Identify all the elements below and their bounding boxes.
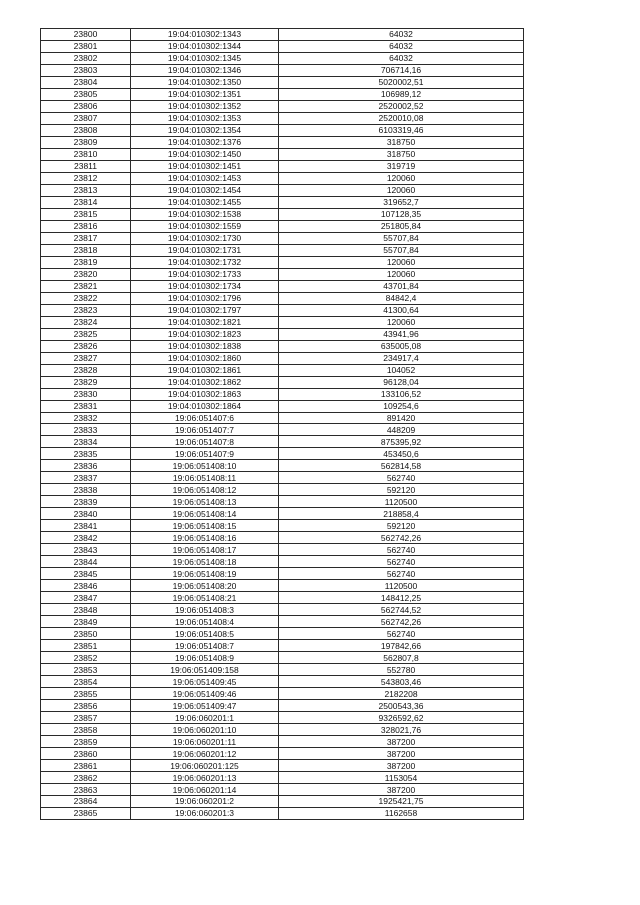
table-row [41, 748, 524, 760]
row-number-cell: 23836 [41, 460, 131, 472]
value-cell: 120060 [279, 268, 524, 280]
row-number-cell: 23825 [41, 328, 131, 340]
row-number-cell: 23832 [41, 412, 131, 424]
table-row [41, 88, 524, 100]
cadastral-number-cell: 19:06:051408:7 [131, 640, 279, 652]
value-cell: 9326592,62 [279, 712, 524, 724]
row-number-cell: 23846 [41, 580, 131, 592]
cadastral-number-cell: 19:06:051407:7 [131, 424, 279, 436]
cadastral-number-cell: 19:04:010302:1864 [131, 400, 279, 412]
cadastral-number-cell: 19:06:051408:17 [131, 544, 279, 556]
table-row [41, 700, 524, 712]
table-row [41, 100, 524, 112]
value-cell: 2182208 [279, 688, 524, 700]
table-row [41, 340, 524, 352]
table-row [41, 52, 524, 64]
cadastral-number-cell: 19:04:010302:1733 [131, 268, 279, 280]
table-row [41, 460, 524, 472]
value-cell: 562742,26 [279, 616, 524, 628]
table-row [41, 376, 524, 388]
table-row [41, 436, 524, 448]
table-row [41, 184, 524, 196]
row-number-cell: 23817 [41, 232, 131, 244]
cadastral-number-cell: 19:06:051408:14 [131, 508, 279, 520]
cadastral-number-cell: 19:06:051408:21 [131, 592, 279, 604]
row-number-cell: 23821 [41, 280, 131, 292]
table-row [41, 784, 524, 796]
cadastral-number-cell: 19:04:010302:1538 [131, 208, 279, 220]
table-row [41, 256, 524, 268]
value-cell: 453450,6 [279, 448, 524, 460]
table-row [41, 196, 524, 208]
cadastral-number-cell: 19:04:010302:1838 [131, 340, 279, 352]
table-row [41, 772, 524, 784]
cadastral-number-cell: 19:04:010302:1450 [131, 148, 279, 160]
row-number-cell: 23860 [41, 748, 131, 760]
row-number-cell: 23828 [41, 364, 131, 376]
value-cell: 562740 [279, 568, 524, 580]
value-cell: 635005,08 [279, 340, 524, 352]
table-row [41, 208, 524, 220]
table-row [41, 364, 524, 376]
value-cell: 562740 [279, 628, 524, 640]
cadastral-number-cell: 19:06:051408:18 [131, 556, 279, 568]
table-row [41, 448, 524, 460]
row-number-cell: 23853 [41, 664, 131, 676]
row-number-cell: 23802 [41, 52, 131, 64]
table-row [41, 532, 524, 544]
cadastral-number-cell: 19:04:010302:1354 [131, 124, 279, 136]
row-number-cell: 23823 [41, 304, 131, 316]
value-cell: 5020002,51 [279, 76, 524, 88]
cadastral-number-cell: 19:06:051408:20 [131, 580, 279, 592]
cadastral-number-cell: 19:04:010302:1731 [131, 244, 279, 256]
value-cell: 875395,92 [279, 436, 524, 448]
value-cell: 1925421,75 [279, 796, 524, 808]
table-row [41, 328, 524, 340]
cadastral-number-cell: 19:06:060201:13 [131, 772, 279, 784]
cadastral-number-cell: 19:04:010302:1732 [131, 256, 279, 268]
value-cell: 104052 [279, 364, 524, 376]
row-number-cell: 23852 [41, 652, 131, 664]
cadastral-number-cell: 19:06:051409:45 [131, 676, 279, 688]
value-cell: 120060 [279, 256, 524, 268]
value-cell: 387200 [279, 760, 524, 772]
cadastral-number-cell: 19:04:010302:1350 [131, 76, 279, 88]
row-number-cell: 23850 [41, 628, 131, 640]
value-cell: 2500543,36 [279, 700, 524, 712]
value-cell: 43941,96 [279, 328, 524, 340]
value-cell: 562740 [279, 472, 524, 484]
table-row [41, 616, 524, 628]
table-row [41, 568, 524, 580]
cadastral-number-cell: 19:06:051408:9 [131, 652, 279, 664]
cadastral-number-cell: 19:04:010302:1861 [131, 364, 279, 376]
row-number-cell: 23861 [41, 760, 131, 772]
cadastral-number-cell: 19:06:051408:19 [131, 568, 279, 580]
cadastral-number-cell: 19:04:010302:1454 [131, 184, 279, 196]
value-cell: 148412,25 [279, 592, 524, 604]
row-number-cell: 23840 [41, 508, 131, 520]
cadastral-number-cell: 19:06:051408:5 [131, 628, 279, 640]
value-cell: 552780 [279, 664, 524, 676]
cadastral-number-cell: 19:06:060201:10 [131, 724, 279, 736]
value-cell: 562807,8 [279, 652, 524, 664]
table-row [41, 556, 524, 568]
table-row [41, 592, 524, 604]
value-cell: 562740 [279, 544, 524, 556]
cadastral-number-cell: 19:06:051408:13 [131, 496, 279, 508]
table-row [41, 424, 524, 436]
cadastral-number-cell: 19:04:010302:1734 [131, 280, 279, 292]
value-cell: 120060 [279, 184, 524, 196]
cadastral-number-cell: 19:06:051409:158 [131, 664, 279, 676]
row-number-cell: 23856 [41, 700, 131, 712]
row-number-cell: 23808 [41, 124, 131, 136]
table-row [41, 352, 524, 364]
cadastral-number-cell: 19:04:010302:1351 [131, 88, 279, 100]
row-number-cell: 23863 [41, 784, 131, 796]
value-cell: 133106,52 [279, 388, 524, 400]
row-number-cell: 23826 [41, 340, 131, 352]
value-cell: 43701,84 [279, 280, 524, 292]
row-number-cell: 23815 [41, 208, 131, 220]
cadastral-number-cell: 19:06:060201:11 [131, 736, 279, 748]
cadastral-number-cell: 19:06:051407:9 [131, 448, 279, 460]
value-cell: 706714,16 [279, 64, 524, 76]
value-cell: 107128,35 [279, 208, 524, 220]
cadastral-number-cell: 19:04:010302:1352 [131, 100, 279, 112]
row-number-cell: 23829 [41, 376, 131, 388]
cadastral-number-cell: 19:06:051408:11 [131, 472, 279, 484]
table-row [41, 316, 524, 328]
value-cell: 1120500 [279, 580, 524, 592]
value-cell: 387200 [279, 784, 524, 796]
row-number-cell: 23859 [41, 736, 131, 748]
value-cell: 64032 [279, 52, 524, 64]
table-row [41, 388, 524, 400]
value-cell: 318750 [279, 136, 524, 148]
value-cell: 1162658 [279, 807, 524, 819]
table-row [41, 640, 524, 652]
table-row [41, 232, 524, 244]
row-number-cell: 23800 [41, 29, 131, 41]
cadastral-number-cell: 19:06:060201:12 [131, 748, 279, 760]
table-row [41, 628, 524, 640]
value-cell: 120060 [279, 172, 524, 184]
cadastral-number-cell: 19:04:010302:1346 [131, 64, 279, 76]
table-row [41, 724, 524, 736]
row-number-cell: 23854 [41, 676, 131, 688]
table-row [41, 796, 524, 808]
cadastral-number-cell: 19:04:010302:1860 [131, 352, 279, 364]
row-number-cell: 23862 [41, 772, 131, 784]
row-number-cell: 23831 [41, 400, 131, 412]
value-cell: 197842,66 [279, 640, 524, 652]
value-cell: 319652,7 [279, 196, 524, 208]
row-number-cell: 23805 [41, 88, 131, 100]
value-cell: 562740 [279, 556, 524, 568]
cadastral-number-cell: 19:06:060201:14 [131, 784, 279, 796]
value-cell: 387200 [279, 736, 524, 748]
row-number-cell: 23837 [41, 472, 131, 484]
row-number-cell: 23855 [41, 688, 131, 700]
row-number-cell: 23858 [41, 724, 131, 736]
table-row [41, 292, 524, 304]
row-number-cell: 23816 [41, 220, 131, 232]
cadastral-number-cell: 19:04:010302:1376 [131, 136, 279, 148]
table-row [41, 688, 524, 700]
table-row [41, 280, 524, 292]
cadastral-number-cell: 19:06:060201:125 [131, 760, 279, 772]
table-row [41, 508, 524, 520]
value-cell: 55707,84 [279, 232, 524, 244]
row-number-cell: 23843 [41, 544, 131, 556]
value-cell: 41300,64 [279, 304, 524, 316]
value-cell: 328021,76 [279, 724, 524, 736]
cadastral-number-cell: 19:06:051408:4 [131, 616, 279, 628]
table-row [41, 580, 524, 592]
cadastral-number-cell: 19:06:051408:3 [131, 604, 279, 616]
table-row [41, 520, 524, 532]
row-number-cell: 23864 [41, 796, 131, 808]
table-row [41, 652, 524, 664]
row-number-cell: 23824 [41, 316, 131, 328]
value-cell: 2520010,08 [279, 112, 524, 124]
table-row [41, 220, 524, 232]
value-cell: 592120 [279, 484, 524, 496]
table-row [41, 736, 524, 748]
row-number-cell: 23804 [41, 76, 131, 88]
cadastral-number-cell: 19:04:010302:1455 [131, 196, 279, 208]
value-cell: 562742,26 [279, 532, 524, 544]
cadastral-number-cell: 19:04:010302:1345 [131, 52, 279, 64]
row-number-cell: 23865 [41, 807, 131, 819]
row-number-cell: 23857 [41, 712, 131, 724]
row-number-cell: 23803 [41, 64, 131, 76]
data-table [40, 28, 524, 820]
value-cell: 55707,84 [279, 244, 524, 256]
row-number-cell: 23814 [41, 196, 131, 208]
row-number-cell: 23822 [41, 292, 131, 304]
table-row [41, 807, 524, 819]
value-cell: 1120500 [279, 496, 524, 508]
table-row [41, 160, 524, 172]
row-number-cell: 23842 [41, 532, 131, 544]
cadastral-number-cell: 19:04:010302:1353 [131, 112, 279, 124]
value-cell: 318750 [279, 148, 524, 160]
table-row [41, 172, 524, 184]
value-cell: 84842,4 [279, 292, 524, 304]
row-number-cell: 23827 [41, 352, 131, 364]
row-number-cell: 23813 [41, 184, 131, 196]
row-number-cell: 23811 [41, 160, 131, 172]
value-cell: 319719 [279, 160, 524, 172]
row-number-cell: 23844 [41, 556, 131, 568]
value-cell: 2520002,52 [279, 100, 524, 112]
cadastral-number-cell: 19:06:051408:16 [131, 532, 279, 544]
table-row [41, 136, 524, 148]
table-row [41, 760, 524, 772]
table-row [41, 64, 524, 76]
cadastral-number-cell: 19:06:051408:12 [131, 484, 279, 496]
table-row [41, 712, 524, 724]
row-number-cell: 23809 [41, 136, 131, 148]
cadastral-number-cell: 19:06:060201:3 [131, 807, 279, 819]
cadastral-number-cell: 19:04:010302:1863 [131, 388, 279, 400]
value-cell: 64032 [279, 40, 524, 52]
table-row [41, 244, 524, 256]
cadastral-number-cell: 19:04:010302:1343 [131, 29, 279, 41]
row-number-cell: 23806 [41, 100, 131, 112]
row-number-cell: 23833 [41, 424, 131, 436]
row-number-cell: 23801 [41, 40, 131, 52]
table-row [41, 484, 524, 496]
table-row [41, 676, 524, 688]
row-number-cell: 23835 [41, 448, 131, 460]
cadastral-number-cell: 19:04:010302:1344 [131, 40, 279, 52]
row-number-cell: 23838 [41, 484, 131, 496]
row-number-cell: 23847 [41, 592, 131, 604]
value-cell: 109254,6 [279, 400, 524, 412]
cadastral-number-cell: 19:04:010302:1730 [131, 232, 279, 244]
value-cell: 562814,58 [279, 460, 524, 472]
table-row [41, 40, 524, 52]
value-cell: 96128,04 [279, 376, 524, 388]
table-row [41, 472, 524, 484]
cadastral-number-cell: 19:06:051407:6 [131, 412, 279, 424]
cadastral-number-cell: 19:04:010302:1453 [131, 172, 279, 184]
cadastral-number-cell: 19:06:051409:46 [131, 688, 279, 700]
cadastral-number-cell: 19:06:051409:47 [131, 700, 279, 712]
value-cell: 6103319,46 [279, 124, 524, 136]
row-number-cell: 23834 [41, 436, 131, 448]
table-row [41, 496, 524, 508]
value-cell: 592120 [279, 520, 524, 532]
row-number-cell: 23851 [41, 640, 131, 652]
value-cell: 562744,52 [279, 604, 524, 616]
row-number-cell: 23830 [41, 388, 131, 400]
value-cell: 891420 [279, 412, 524, 424]
table-row [41, 124, 524, 136]
value-cell: 234917,4 [279, 352, 524, 364]
row-number-cell: 23819 [41, 256, 131, 268]
table-row [41, 29, 524, 41]
table-row [41, 112, 524, 124]
row-number-cell: 23807 [41, 112, 131, 124]
value-cell: 448209 [279, 424, 524, 436]
table-row [41, 664, 524, 676]
table-row [41, 400, 524, 412]
row-number-cell: 23810 [41, 148, 131, 160]
cadastral-number-cell: 19:06:051408:10 [131, 460, 279, 472]
cadastral-number-cell: 19:04:010302:1559 [131, 220, 279, 232]
value-cell: 120060 [279, 316, 524, 328]
value-cell: 251805,84 [279, 220, 524, 232]
table-row [41, 148, 524, 160]
cadastral-number-cell: 19:04:010302:1797 [131, 304, 279, 316]
row-number-cell: 23820 [41, 268, 131, 280]
row-number-cell: 23812 [41, 172, 131, 184]
cadastral-number-cell: 19:06:060201:1 [131, 712, 279, 724]
row-number-cell: 23839 [41, 496, 131, 508]
cadastral-number-cell: 19:06:060201:2 [131, 796, 279, 808]
value-cell: 1153054 [279, 772, 524, 784]
row-number-cell: 23845 [41, 568, 131, 580]
row-number-cell: 23841 [41, 520, 131, 532]
table-body [41, 29, 524, 820]
cadastral-number-cell: 19:04:010302:1862 [131, 376, 279, 388]
value-cell: 218858,4 [279, 508, 524, 520]
row-number-cell: 23848 [41, 604, 131, 616]
cadastral-number-cell: 19:04:010302:1823 [131, 328, 279, 340]
value-cell: 64032 [279, 29, 524, 41]
cadastral-number-cell: 19:06:051407:8 [131, 436, 279, 448]
table-row [41, 76, 524, 88]
table-row [41, 604, 524, 616]
row-number-cell: 23849 [41, 616, 131, 628]
value-cell: 106989,12 [279, 88, 524, 100]
table-row [41, 304, 524, 316]
row-number-cell: 23818 [41, 244, 131, 256]
cadastral-number-cell: 19:04:010302:1451 [131, 160, 279, 172]
value-cell: 543803,46 [279, 676, 524, 688]
value-cell: 387200 [279, 748, 524, 760]
table-row [41, 268, 524, 280]
table-row [41, 544, 524, 556]
cadastral-number-cell: 19:04:010302:1821 [131, 316, 279, 328]
cadastral-number-cell: 19:06:051408:15 [131, 520, 279, 532]
cadastral-number-cell: 19:04:010302:1796 [131, 292, 279, 304]
table-row [41, 412, 524, 424]
